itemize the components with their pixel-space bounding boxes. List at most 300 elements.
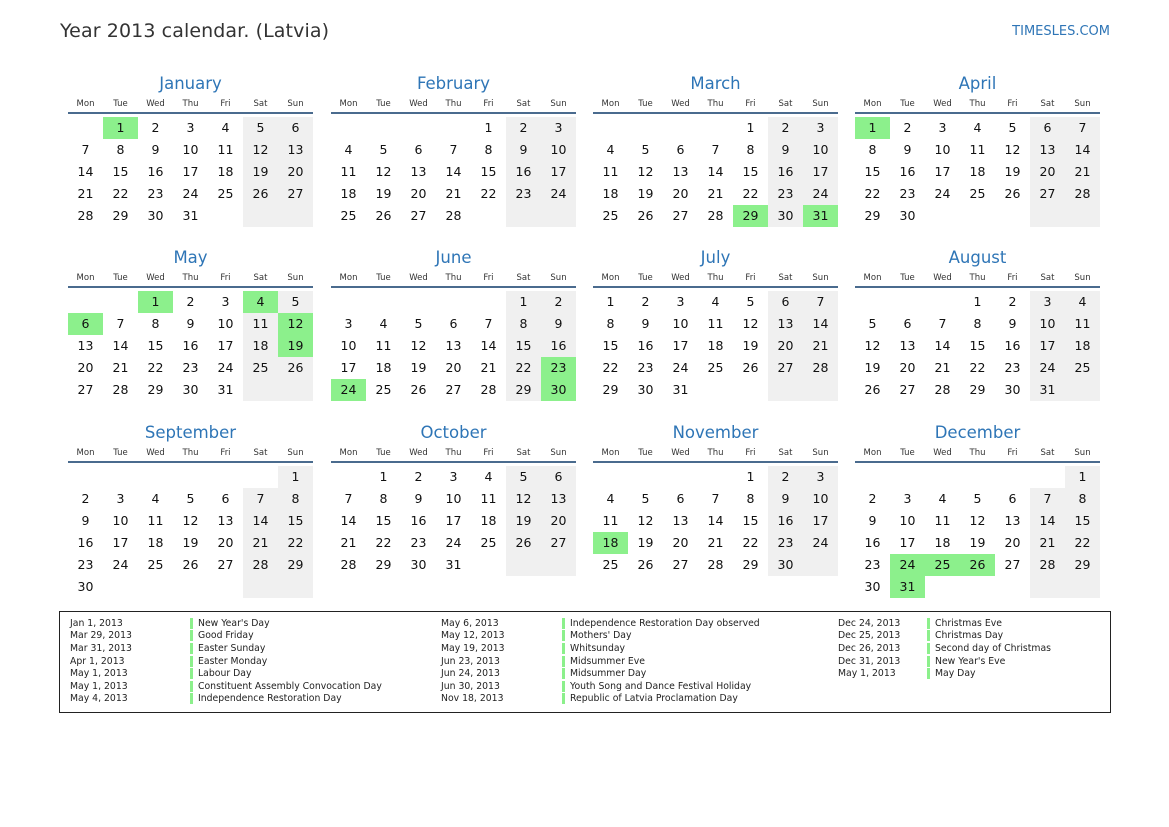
- empty-cell: [243, 205, 278, 227]
- empty-cell: [960, 205, 995, 227]
- day-cell: 17: [899, 535, 916, 550]
- day-cell: 20: [672, 186, 689, 201]
- day-cell: 18: [1065, 335, 1100, 357]
- month-november: [593, 421, 838, 576]
- month-february: [331, 72, 576, 227]
- weekday-label: Sun: [550, 273, 567, 283]
- legend-entry: [70, 667, 382, 680]
- weekday-label: Sat: [516, 448, 531, 458]
- empty-cell: [890, 291, 925, 313]
- day-cell: 8: [116, 142, 125, 157]
- day-cell: 29: [742, 557, 759, 572]
- day-cell: 22: [147, 360, 164, 375]
- weekday-label: Thu: [182, 273, 199, 283]
- day-cell: 28: [243, 554, 278, 576]
- weekday-label: Mon: [339, 99, 358, 109]
- empty-cell: [278, 576, 313, 598]
- holiday-marker: [927, 668, 930, 679]
- day-cell: 2: [506, 117, 541, 139]
- weekday-label: Sun: [1074, 448, 1091, 458]
- day-cell: 26: [960, 554, 995, 576]
- empty-cell: [925, 291, 960, 313]
- day-cell: 23: [77, 557, 94, 572]
- day-cell: 10: [672, 316, 689, 331]
- holiday-date: May 12, 2013: [441, 630, 505, 642]
- day-cell: 5: [278, 291, 313, 313]
- day-cell: 13: [1004, 513, 1021, 528]
- day-cell: 28: [707, 557, 724, 572]
- day-cell: 6: [68, 313, 103, 335]
- weekday-label: Thu: [707, 273, 724, 283]
- day-cell: 2: [903, 120, 912, 135]
- month-name: November: [672, 423, 759, 442]
- day-cell: 3: [541, 117, 576, 139]
- day-cell: 11: [243, 313, 278, 335]
- legend-entry: [70, 630, 382, 643]
- day-grid: [855, 466, 1100, 598]
- empty-cell: [401, 117, 436, 139]
- day-grid: [331, 466, 576, 576]
- holiday-name: Youth Song and Dance Festival Holiday: [570, 680, 752, 692]
- holiday-name: Easter Sunday: [198, 642, 266, 654]
- day-cell: 27: [445, 382, 462, 397]
- day-grid: [593, 117, 838, 227]
- day-cell: 26: [278, 357, 313, 379]
- month-august: [855, 246, 1100, 401]
- day-cell: 14: [445, 164, 462, 179]
- weekday-label: Tue: [113, 99, 128, 109]
- day-cell: 8: [973, 316, 982, 331]
- month-name: July: [700, 248, 731, 267]
- day-cell: 12: [243, 139, 278, 161]
- day-cell: 27: [672, 208, 689, 223]
- day-grid: [331, 117, 576, 227]
- holiday-date: Jun 24, 2013: [441, 668, 500, 680]
- day-cell: 9: [151, 142, 160, 157]
- day-cell: 27: [217, 557, 234, 572]
- day-cell: 26: [637, 557, 654, 572]
- month-name: December: [934, 423, 1021, 442]
- empty-cell: [1030, 576, 1065, 598]
- empty-cell: [855, 466, 890, 488]
- day-cell: 2: [868, 491, 877, 506]
- day-cell: 18: [602, 186, 619, 201]
- legend-entry: [70, 693, 382, 706]
- day-cell: 5: [243, 117, 278, 139]
- day-cell: 4: [711, 294, 720, 309]
- day-cell: 20: [899, 360, 916, 375]
- weekday-label: Wed: [409, 99, 428, 109]
- page-title: Year 2013 calendar. (Latvia): [60, 20, 330, 42]
- day-cell: 23: [541, 357, 576, 379]
- day-cell: 18: [340, 186, 357, 201]
- empty-cell: [960, 576, 995, 598]
- day-cell: 4: [221, 120, 230, 135]
- day-cell: 4: [938, 491, 947, 506]
- day-cell: 8: [151, 316, 160, 331]
- day-cell: 7: [484, 316, 493, 331]
- day-cell: 13: [541, 488, 576, 510]
- day-cell: 9: [768, 488, 803, 510]
- day-cell: 22: [742, 186, 759, 201]
- weekday-label: Sun: [812, 273, 829, 283]
- day-cell: 20: [672, 535, 689, 550]
- day-cell: 24: [803, 183, 838, 205]
- day-cell: 4: [606, 142, 615, 157]
- day-cell: 2: [641, 294, 650, 309]
- day-cell: 28: [480, 382, 497, 397]
- holiday-marker: [927, 618, 930, 629]
- holiday-date: Apr 1, 2013: [70, 655, 125, 667]
- day-cell: 19: [637, 186, 654, 201]
- holiday-marker: [562, 618, 565, 629]
- empty-cell: [68, 291, 103, 313]
- day-cell: 16: [864, 535, 881, 550]
- day-cell: 30: [864, 579, 881, 594]
- legend-entry: [838, 630, 1051, 643]
- weekday-header: [68, 97, 313, 114]
- holiday-date: May 19, 2013: [441, 642, 505, 654]
- day-cell: 12: [182, 513, 199, 528]
- day-cell: 15: [480, 164, 497, 179]
- holiday-date: May 6, 2013: [441, 617, 499, 629]
- day-cell: 5: [506, 466, 541, 488]
- legend-column: [838, 617, 1051, 680]
- day-cell: 5: [414, 316, 423, 331]
- day-cell: 23: [768, 183, 803, 205]
- day-cell: 22: [742, 535, 759, 550]
- day-cell: 17: [340, 360, 357, 375]
- holiday-date: Dec 31, 2013: [838, 655, 901, 667]
- day-cell: 11: [602, 164, 619, 179]
- holiday-marker: [190, 668, 193, 679]
- holiday-legend: [59, 611, 1111, 713]
- day-cell: 19: [375, 186, 392, 201]
- weekday-label: Wed: [671, 99, 690, 109]
- month-july: [593, 246, 838, 401]
- empty-cell: [1065, 205, 1100, 227]
- day-cell: 14: [803, 313, 838, 335]
- day-cell: 16: [147, 164, 164, 179]
- day-cell: 16: [182, 338, 199, 353]
- day-cell: 31: [182, 208, 199, 223]
- day-grid: [855, 117, 1100, 227]
- weekday-label: Thu: [445, 99, 462, 109]
- weekday-label: Tue: [638, 99, 653, 109]
- weekday-header: [855, 271, 1100, 288]
- day-cell: 25: [217, 186, 234, 201]
- day-cell: 26: [375, 208, 392, 223]
- day-cell: 18: [934, 535, 951, 550]
- day-cell: 10: [899, 513, 916, 528]
- day-cell: 8: [746, 142, 755, 157]
- day-cell: 19: [864, 360, 881, 375]
- day-cell: 8: [506, 313, 541, 335]
- weekday-label: Wed: [146, 448, 165, 458]
- weekday-label: Fri: [220, 448, 231, 458]
- day-cell: 17: [445, 513, 462, 528]
- day-cell: 18: [480, 513, 497, 528]
- day-cell: 20: [445, 360, 462, 375]
- day-cell: 21: [934, 360, 951, 375]
- weekday-label: Sat: [1040, 273, 1055, 283]
- day-cell: 7: [1030, 488, 1065, 510]
- day-cell: 17: [803, 161, 838, 183]
- weekday-label: Sun: [550, 99, 567, 109]
- day-cell: 19: [278, 335, 313, 357]
- day-cell: 10: [1030, 313, 1065, 335]
- day-cell: 25: [925, 554, 960, 576]
- day-cell: 23: [637, 360, 654, 375]
- weekday-label: Sun: [1074, 273, 1091, 283]
- month-january: [68, 72, 313, 227]
- day-cell: 9: [506, 139, 541, 161]
- weekday-label: Mon: [76, 99, 95, 109]
- weekday-label: Sat: [778, 448, 793, 458]
- day-cell: 31: [890, 576, 925, 598]
- holiday-date: Mar 31, 2013: [70, 642, 132, 654]
- weekday-label: Tue: [376, 448, 391, 458]
- empty-cell: [628, 117, 663, 139]
- month-march: [593, 72, 838, 227]
- empty-cell: [1030, 466, 1065, 488]
- holiday-name: Second day of Christmas: [935, 642, 1052, 654]
- day-cell: 2: [541, 291, 576, 313]
- site-link[interactable]: TIMESLES.COM: [1012, 24, 1110, 39]
- day-cell: 4: [1065, 291, 1100, 313]
- empty-cell: [698, 117, 733, 139]
- day-cell: 5: [868, 316, 877, 331]
- day-cell: 28: [803, 357, 838, 379]
- day-cell: 11: [375, 338, 392, 353]
- legend-column: [441, 617, 760, 705]
- holiday-name: Independence Restoration Day: [198, 693, 342, 705]
- day-cell: 3: [344, 316, 353, 331]
- holiday-name: Constituent Assembly Convocation Day: [198, 680, 382, 692]
- day-cell: 24: [331, 379, 366, 401]
- holiday-date: Jan 1, 2013: [70, 617, 123, 629]
- holiday-marker: [927, 643, 930, 654]
- empty-cell: [663, 117, 698, 139]
- day-cell: 13: [768, 313, 803, 335]
- day-cell: 14: [243, 510, 278, 532]
- day-cell: 12: [637, 513, 654, 528]
- empty-cell: [68, 466, 103, 488]
- weekday-label: Fri: [745, 99, 756, 109]
- day-grid: [68, 117, 313, 227]
- day-cell: 27: [1030, 183, 1065, 205]
- day-cell: 22: [278, 532, 313, 554]
- holiday-name: Midsummer Day: [570, 668, 647, 680]
- weekday-label: Fri: [220, 273, 231, 283]
- day-cell: 12: [637, 164, 654, 179]
- day-cell: 13: [672, 164, 689, 179]
- day-cell: 16: [768, 161, 803, 183]
- day-cell: 9: [186, 316, 195, 331]
- empty-cell: [960, 466, 995, 488]
- day-cell: 24: [112, 557, 129, 572]
- day-cell: 11: [147, 513, 164, 528]
- day-cell: 27: [1004, 557, 1021, 572]
- day-cell: 17: [112, 535, 129, 550]
- day-cell: 3: [116, 491, 125, 506]
- day-cell: 29: [147, 382, 164, 397]
- weekday-label: Fri: [483, 99, 494, 109]
- day-cell: 14: [707, 513, 724, 528]
- day-cell: 23: [147, 186, 164, 201]
- day-cell: 13: [1030, 139, 1065, 161]
- holiday-date: Dec 25, 2013: [838, 630, 901, 642]
- day-cell: 2: [414, 469, 423, 484]
- weekday-label: Fri: [483, 273, 494, 283]
- empty-cell: [506, 205, 541, 227]
- weekday-label: Wed: [933, 99, 952, 109]
- holiday-name: Easter Monday: [198, 655, 268, 667]
- weekday-label: Mon: [601, 448, 620, 458]
- weekday-label: Sat: [516, 273, 531, 283]
- weekday-label: Mon: [863, 99, 882, 109]
- empty-cell: [1065, 379, 1100, 401]
- day-cell: 7: [1065, 117, 1100, 139]
- day-cell: 1: [746, 120, 755, 135]
- day-cell: 12: [506, 488, 541, 510]
- day-cell: 24: [672, 360, 689, 375]
- day-cell: 25: [1065, 357, 1100, 379]
- legend-entry: [441, 667, 760, 680]
- month-name: February: [416, 74, 491, 93]
- day-cell: 19: [243, 161, 278, 183]
- day-cell: 18: [707, 338, 724, 353]
- day-cell: 17: [1030, 335, 1065, 357]
- day-cell: 24: [182, 186, 199, 201]
- holiday-date: Nov 18, 2013: [441, 693, 504, 705]
- day-cell: 11: [217, 142, 234, 157]
- empty-cell: [698, 466, 733, 488]
- day-cell: 24: [445, 535, 462, 550]
- day-cell: 12: [969, 513, 986, 528]
- day-cell: 22: [602, 360, 619, 375]
- legend-entry: [70, 680, 382, 693]
- empty-cell: [925, 205, 960, 227]
- day-cell: 6: [278, 117, 313, 139]
- day-cell: 27: [768, 357, 803, 379]
- empty-cell: [1030, 205, 1065, 227]
- empty-cell: [243, 576, 278, 598]
- day-cell: 28: [340, 557, 357, 572]
- day-cell: 7: [711, 142, 720, 157]
- day-cell: 19: [1004, 164, 1021, 179]
- day-cell: 30: [637, 382, 654, 397]
- day-cell: 4: [484, 469, 493, 484]
- weekday-label: Thu: [445, 448, 462, 458]
- day-cell: 20: [278, 161, 313, 183]
- weekday-label: Mon: [863, 273, 882, 283]
- day-cell: 14: [480, 338, 497, 353]
- day-cell: 15: [742, 513, 759, 528]
- empty-cell: [331, 117, 366, 139]
- weekday-label: Tue: [638, 273, 653, 283]
- day-cell: 14: [707, 164, 724, 179]
- day-cell: 29: [278, 554, 313, 576]
- legend-entry: [838, 667, 1051, 680]
- day-cell: 28: [445, 208, 462, 223]
- day-cell: 27: [899, 382, 916, 397]
- day-cell: 12: [1004, 142, 1021, 157]
- day-cell: 1: [138, 291, 173, 313]
- day-cell: 31: [217, 382, 234, 397]
- day-cell: 25: [707, 360, 724, 375]
- weekday-label: Wed: [409, 273, 428, 283]
- day-cell: 31: [445, 557, 462, 572]
- day-cell: 4: [243, 291, 278, 313]
- weekday-header: [331, 271, 576, 288]
- day-cell: 23: [410, 535, 427, 550]
- day-cell: 11: [707, 316, 724, 331]
- empty-cell: [768, 379, 803, 401]
- month-september: [68, 421, 313, 598]
- weekday-label: Sat: [1040, 448, 1055, 458]
- holiday-marker: [190, 630, 193, 641]
- weekday-label: Wed: [146, 273, 165, 283]
- day-cell: 4: [606, 491, 615, 506]
- day-cell: 1: [606, 294, 615, 309]
- day-cell: 27: [278, 183, 313, 205]
- empty-cell: [698, 379, 733, 401]
- day-cell: 7: [81, 142, 90, 157]
- day-cell: 17: [541, 161, 576, 183]
- holiday-name: Whitsunday: [570, 642, 626, 654]
- day-cell: 29: [375, 557, 392, 572]
- empty-cell: [366, 117, 401, 139]
- weekday-header: [68, 271, 313, 288]
- weekday-label: Tue: [113, 448, 128, 458]
- day-cell: 7: [938, 316, 947, 331]
- empty-cell: [925, 466, 960, 488]
- day-cell: 1: [506, 291, 541, 313]
- day-cell: 13: [672, 513, 689, 528]
- day-cell: 1: [746, 469, 755, 484]
- weekday-label: Mon: [339, 448, 358, 458]
- day-cell: 29: [1065, 554, 1100, 576]
- day-cell: 6: [449, 316, 458, 331]
- holiday-name: Mothers' Day: [570, 630, 632, 642]
- day-cell: 17: [217, 338, 234, 353]
- empty-cell: [103, 576, 138, 598]
- day-cell: 5: [1008, 120, 1017, 135]
- day-cell: 24: [1030, 357, 1065, 379]
- empty-cell: [541, 554, 576, 576]
- day-cell: 30: [768, 205, 803, 227]
- day-cell: 15: [864, 164, 881, 179]
- empty-cell: [803, 379, 838, 401]
- holiday-marker: [190, 681, 193, 692]
- day-cell: 30: [410, 557, 427, 572]
- weekday-label: Wed: [409, 448, 428, 458]
- empty-cell: [855, 291, 890, 313]
- day-cell: 13: [445, 338, 462, 353]
- day-cell: 31: [1030, 379, 1065, 401]
- day-cell: 28: [112, 382, 129, 397]
- day-cell: 11: [480, 491, 497, 506]
- legend-entry: [838, 617, 1051, 630]
- weekday-header: [855, 446, 1100, 463]
- empty-cell: [243, 379, 278, 401]
- day-cell: 7: [449, 142, 458, 157]
- day-cell: 25: [147, 557, 164, 572]
- day-cell: 15: [1065, 510, 1100, 532]
- month-may: [68, 246, 313, 401]
- day-cell: 6: [414, 142, 423, 157]
